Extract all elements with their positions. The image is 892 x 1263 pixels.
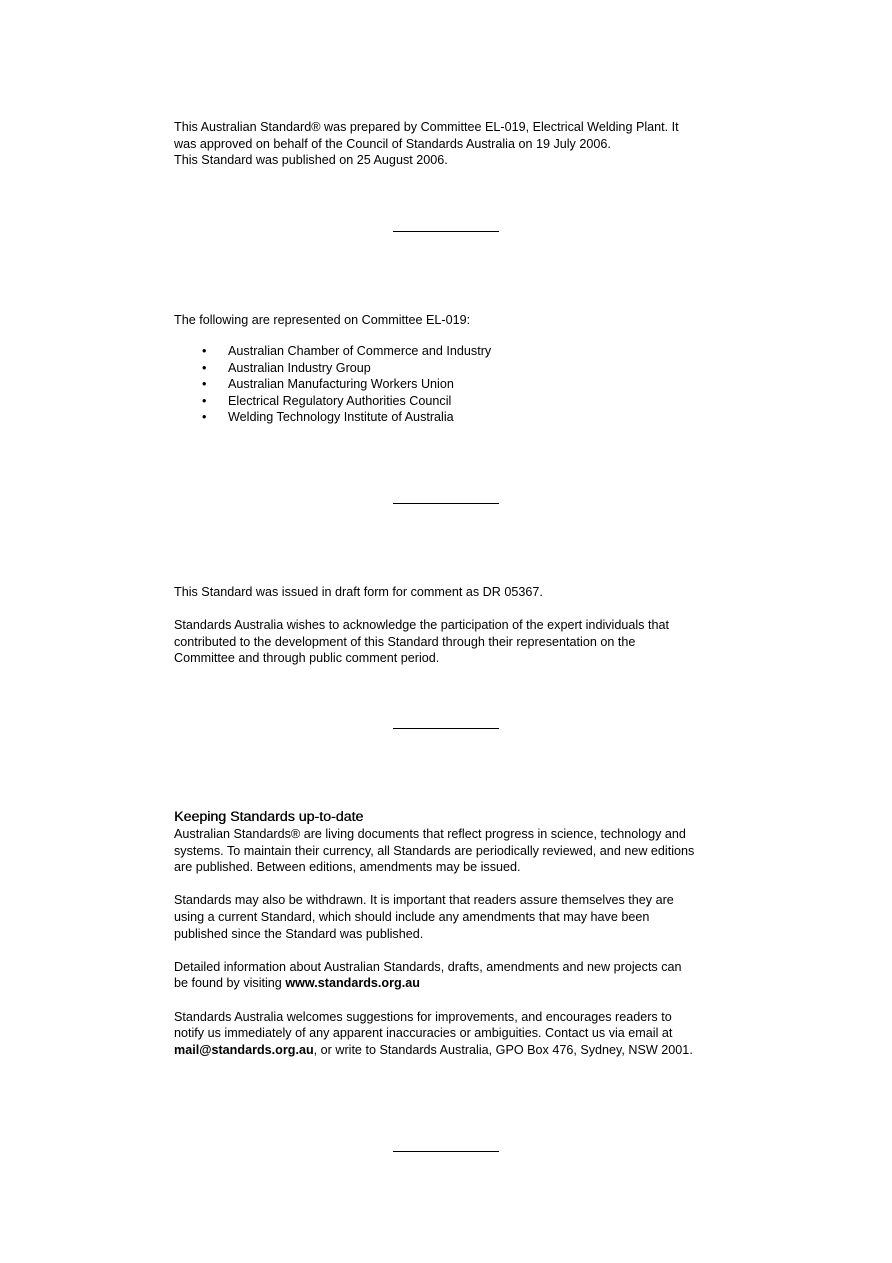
committee-member: Electrical Regulatory Authorities Council [228,393,452,408]
committee-member: Welding Technology Institute of Australia [228,410,454,425]
keeping-standards-section [174,809,734,1058]
uptodate-p3-line-2 [174,975,734,992]
section-heading: Keeping Standards up-to-date [174,809,364,825]
committee-member: Australian Industry Group [228,360,371,375]
uptodate-p4-suffix: , or write to Standards Australia, GPO Box 476, Sydney, NSW 2001. [313,1042,693,1057]
section-divider [393,231,499,232]
bullet-icon: • [202,377,207,392]
list-item [174,409,734,426]
section-divider [393,503,499,504]
draft-notice [174,584,734,667]
uptodate-p1-line-1: Australian Standards® are living documents that reflect progress in science, technology and [174,827,686,841]
uptodate-p2-line-1: Standards may also be withdrawn. It is important that readers assure themselves they are [174,893,674,908]
list-item [174,376,734,393]
uptodate-p1-line-3: are published. Between editions, amendments may be issued. [174,860,521,875]
uptodate-p3-prefix: be found by visiting [174,976,286,991]
committee-intro-text: The following are represented on Committee EL-019: [174,313,471,327]
acknowledgement-line-3: Committee and through public comment period. [174,651,440,666]
uptodate-p1-line-2: systems. To maintain their currency, all Standards are periodically reviewed, and new editions [174,843,695,858]
prep-line-1: This Australian Standard® was prepared by Committee EL-019, Electrical Welding Plant. It [174,120,679,134]
list-item [174,343,734,360]
committee-intro [174,312,734,329]
uptodate-p4-line-3 [174,1042,734,1059]
committee-member: Australian Chamber of Commerce and Industry [228,344,492,358]
bullet-icon: • [202,360,207,375]
prep-line-3: This Standard was published on 25 August 2006. [174,153,448,168]
bullet-icon: • [202,344,207,358]
section-divider [393,728,499,729]
list-item [174,393,734,410]
email-link[interactable]: mail@standards.org.au [174,1042,314,1057]
prep-line-2: was approved on behalf of the Council of Standards Australia on 19 July 2006. [174,136,611,151]
uptodate-p2-line-3: published since the Standard was published. [174,926,424,941]
committee-member: Australian Manufacturing Workers Union [228,377,454,392]
bullet-icon: • [202,410,207,425]
list-item [174,360,734,377]
website-link[interactable]: www.standards.org.au [285,976,420,991]
bullet-icon: • [202,393,207,408]
committee-member-list [174,343,734,426]
section-divider [393,1151,499,1152]
uptodate-p2-line-2: using a current Standard, which should include any amendments that may have been [174,909,650,924]
uptodate-p4-line-1: Standards Australia welcomes suggestions for improvements, and encourages readers to [174,1009,672,1024]
acknowledgement-line-2: contributed to the development of this Standard through their representation on the [174,634,636,649]
uptodate-p3-line-1: Detailed information about Australian Standards, drafts, amendments and new projects can [174,959,682,974]
acknowledgement-line-1: Standards Australia wishes to acknowledge the participation of the expert individuals that [174,618,669,633]
preparation-notice [174,119,734,169]
uptodate-p4-line-2: notify us immediately of any apparent inaccuracies or ambiguities. Contact us via email at [174,1026,673,1041]
draft-issued-text: This Standard was issued in draft form for comment as DR 05367. [174,585,543,599]
